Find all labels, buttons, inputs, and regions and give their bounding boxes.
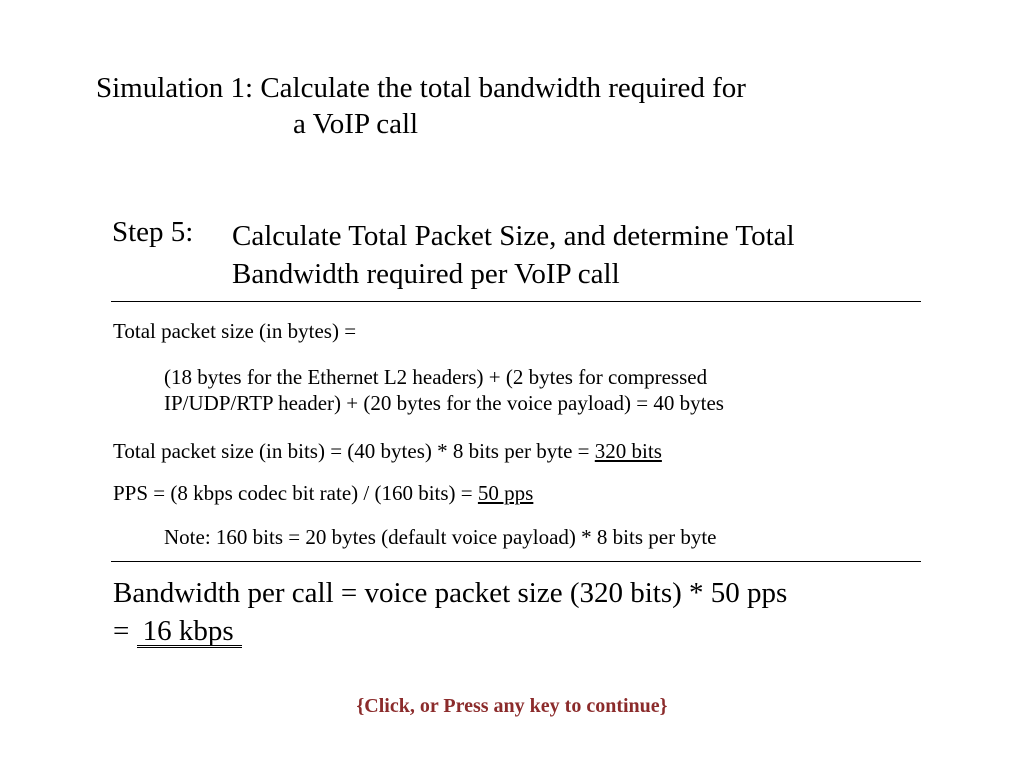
bandwidth-result: 16 kbps [137, 617, 242, 648]
bandwidth-equals: = [113, 615, 130, 647]
packet-size-bits-result: 320 bits [594, 439, 662, 463]
packet-size-breakdown [164, 364, 724, 416]
packet-size-bits-line [113, 438, 662, 464]
slide-title-line-1: Simulation 1: Calculate the total bandwidth required for [96, 72, 746, 104]
bandwidth-per-call [113, 574, 787, 650]
bottom-divider [111, 561, 921, 562]
step-description-line-1: Calculate Total Packet Size, and determine Total [232, 220, 795, 252]
continue-prompt[interactable]: {Click, or Press any key to continue} [356, 695, 668, 717]
payload-note: Note: 160 bits = 20 bytes (default voice payload) * 8 bits per byte [164, 525, 717, 549]
packet-size-breakdown-line-1: (18 bytes for the Ethernet L2 headers) + (2 bytes for compressed [164, 365, 708, 389]
bandwidth-formula: Bandwidth per call = voice packet size (320 bits) * 50 pps [113, 577, 788, 609]
bandwidth-answer-line [113, 612, 787, 650]
slide-title [96, 70, 746, 142]
pps-text: PPS = (8 kbps codec bit rate) / (160 bits) = [113, 481, 478, 505]
packet-size-bytes-line: Total packet size (in bytes) = [113, 319, 357, 343]
packet-size-bits-text: Total packet size (in bits) = (40 bytes) * 8 bits per byte = [113, 439, 595, 463]
step-label: Step 5: [112, 216, 194, 248]
slide-title-line-2: a VoIP call [293, 108, 419, 140]
top-divider [111, 301, 921, 302]
packet-size-breakdown-line-2: IP/UDP/RTP header) + (20 bytes for the voice payload) = 40 bytes [164, 391, 724, 415]
pps-result: 50 pps [477, 481, 534, 505]
step-description-line-2: Bandwidth required per VoIP call [232, 258, 620, 290]
pps-line [113, 480, 533, 506]
step-description [232, 217, 795, 293]
